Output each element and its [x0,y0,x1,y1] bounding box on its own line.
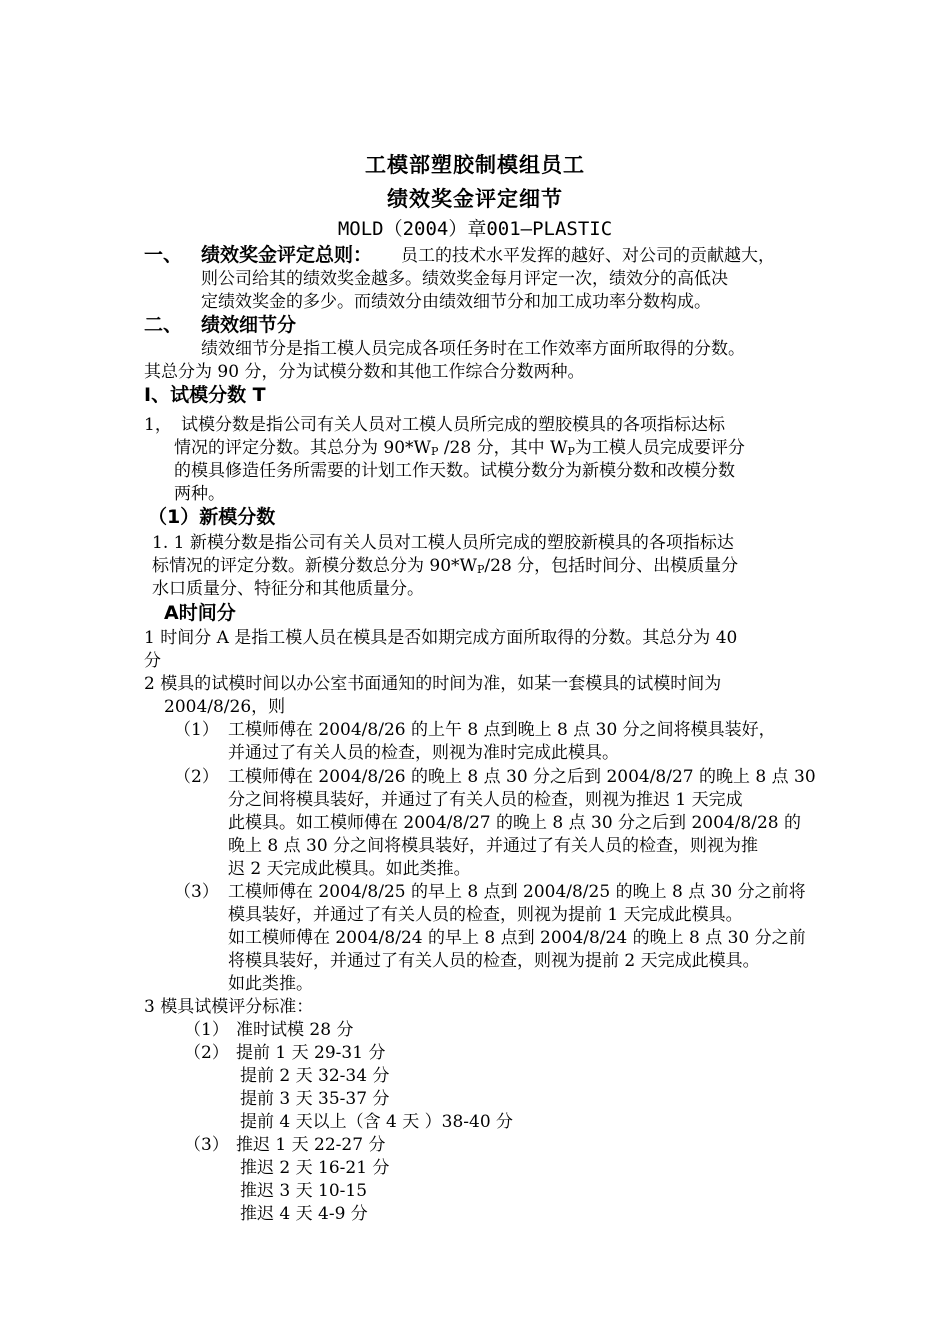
time-item-line: 并通过了有关人员的检查，则视为准时完成此模具。 [228,743,619,763]
scoring-row: 提前 1 天 29-31 分 [236,1043,386,1063]
time-item-line: 如此类推。 [228,974,313,994]
time-item-line: 如工模师傅在 2004/8/24 的早上 8 点到 2004/8/24 的晚上 8 点 30 分之前 [228,928,806,948]
time-score-p1: 分 [144,651,161,671]
new-mold-line: 水口质量分、特征分和其他质量分。 [152,579,424,599]
section1-heading: 绩效奖金评定总则： [201,244,373,266]
scoring-row: 提前 4 天以上（含 4 天 ）38-40 分 [240,1112,514,1132]
new-mold-heading: （1）新模分数 [148,506,276,528]
time-score-heading: A时间分 [164,602,236,624]
scoring-row: 推迟 1 天 22-27 分 [236,1135,386,1155]
time-item-number: （3） [174,882,219,902]
time-item-line: 晚上 8 点 30 分之间将模具装好，并通过了有关人员的检查，则视为推 [228,836,759,856]
time-score-p1: 1 时间分 A 是指工模人员在模具是否如期完成方面所取得的分数。其总分为 40 [144,628,738,648]
section1-line: 则公司给其的绩效奖金越多。绩效奖金每月评定一次，绩效分的高低决 [201,269,728,289]
time-item-line: 工模师傅在 2004/8/25 的早上 8 点到 2004/8/25 的晚上 8 点 30 分之前将 [228,882,806,902]
scoring-row: 准时试模 28 分 [236,1020,354,1040]
part1-line: 情况的评定分数。其总分为 $90*W_P$ /28 分，其中 $W_P$为工模人员完成要评分 [174,438,745,458]
time-item-line: 分之间将模具装好，并通过了有关人员的检查，则视为推迟 1 天完成 [228,790,743,810]
time-score-p2: 2 模具的试模时间以办公室书面通知的时间为准，如某一套模具的试模时间为 [144,674,722,694]
part1-item-number: 1， [144,415,172,435]
part1-line: 的模具修造任务所需要的计划工作天数。试模分数分为新模分数和改模分数 [174,461,735,481]
scoring-row: 推迟 4 天 4-9 分 [240,1204,368,1224]
section2-number: 二、 [144,314,183,336]
time-item-line: 此模具。如工模师傅在 2004/8/27 的晚上 8 点 30 分之后到 2004/8/28 的 [228,813,802,833]
scoring-row: 推迟 2 天 16-21 分 [240,1158,390,1178]
part1-line: 两种。 [174,484,225,504]
new-mold-line: 标情况的评定分数。新模分数总分为 $90*W_P/28$ 分，包括时间分、出模质量分 [152,556,739,576]
section2-line: 其总分为 90 分，分为试模分数和其他工作综合分数两种。 [144,362,585,382]
part1-heading: I、试模分数 T [144,384,266,406]
scoring-group-number: （3） [184,1135,229,1155]
scoring-group-number: （1） [184,1020,229,1040]
scoring-row: 提前 2 天 32-34 分 [240,1066,390,1086]
scoring-heading: 3 模具试模评分标准： [144,997,314,1017]
doc-number: MOLD（2004）章001—PLASTIC [337,218,613,240]
scoring-group-number: （2） [184,1043,229,1063]
time-item-line: 工模师傅在 2004/8/26 的上午 8 点到晚上 8 点 30 分之间将模具装好， [228,720,776,740]
section2-heading: 绩效细节分 [201,314,297,336]
section1-line: 定绩效奖金的多少。而绩效分由绩效细节分和加工成功率分数构成。 [201,292,711,312]
scoring-row: 推迟 3 天 10-15 [240,1181,368,1201]
section1-line: 员工的技术水平发挥的越好、对公司的贡献越大， [401,246,775,266]
section1-number: 一、 [144,244,183,266]
part1-line: 试模分数是指公司有关人员对工模人员所完成的塑胶模具的各项指标达标 [181,415,725,435]
time-item-line: 迟 2 天完成此模具。如此类推。 [228,859,471,879]
doc-title-line2: 绩效奖金评定细节 [387,186,563,211]
time-item-line: 将模具装好，并通过了有关人员的检查，则视为提前 2 天完成此模具。 [228,951,760,971]
scoring-row: 提前 3 天 35-37 分 [240,1089,390,1109]
time-item-line: 模具装好，并通过了有关人员的检查，则视为提前 1 天完成此模具。 [228,905,743,925]
time-score-p2: 2004/8/26，则 [164,697,286,717]
time-item-number: （2） [174,767,219,787]
new-mold-line: 1. 1 新模分数是指公司有关人员对工模人员所完成的塑胶新模具的各项指标达 [152,533,734,553]
time-item-line: 工模师傅在 2004/8/26 的晚上 8 点 30 分之后到 2004/8/27 的晚上 8 点 30 [228,767,816,787]
section2-line: 绩效细节分是指工模人员完成各项任务时在工作效率方面所取得的分数。 [201,339,745,359]
time-item-number: （1） [174,720,219,740]
doc-title-line1: 工模部塑胶制模组员工 [365,152,585,177]
